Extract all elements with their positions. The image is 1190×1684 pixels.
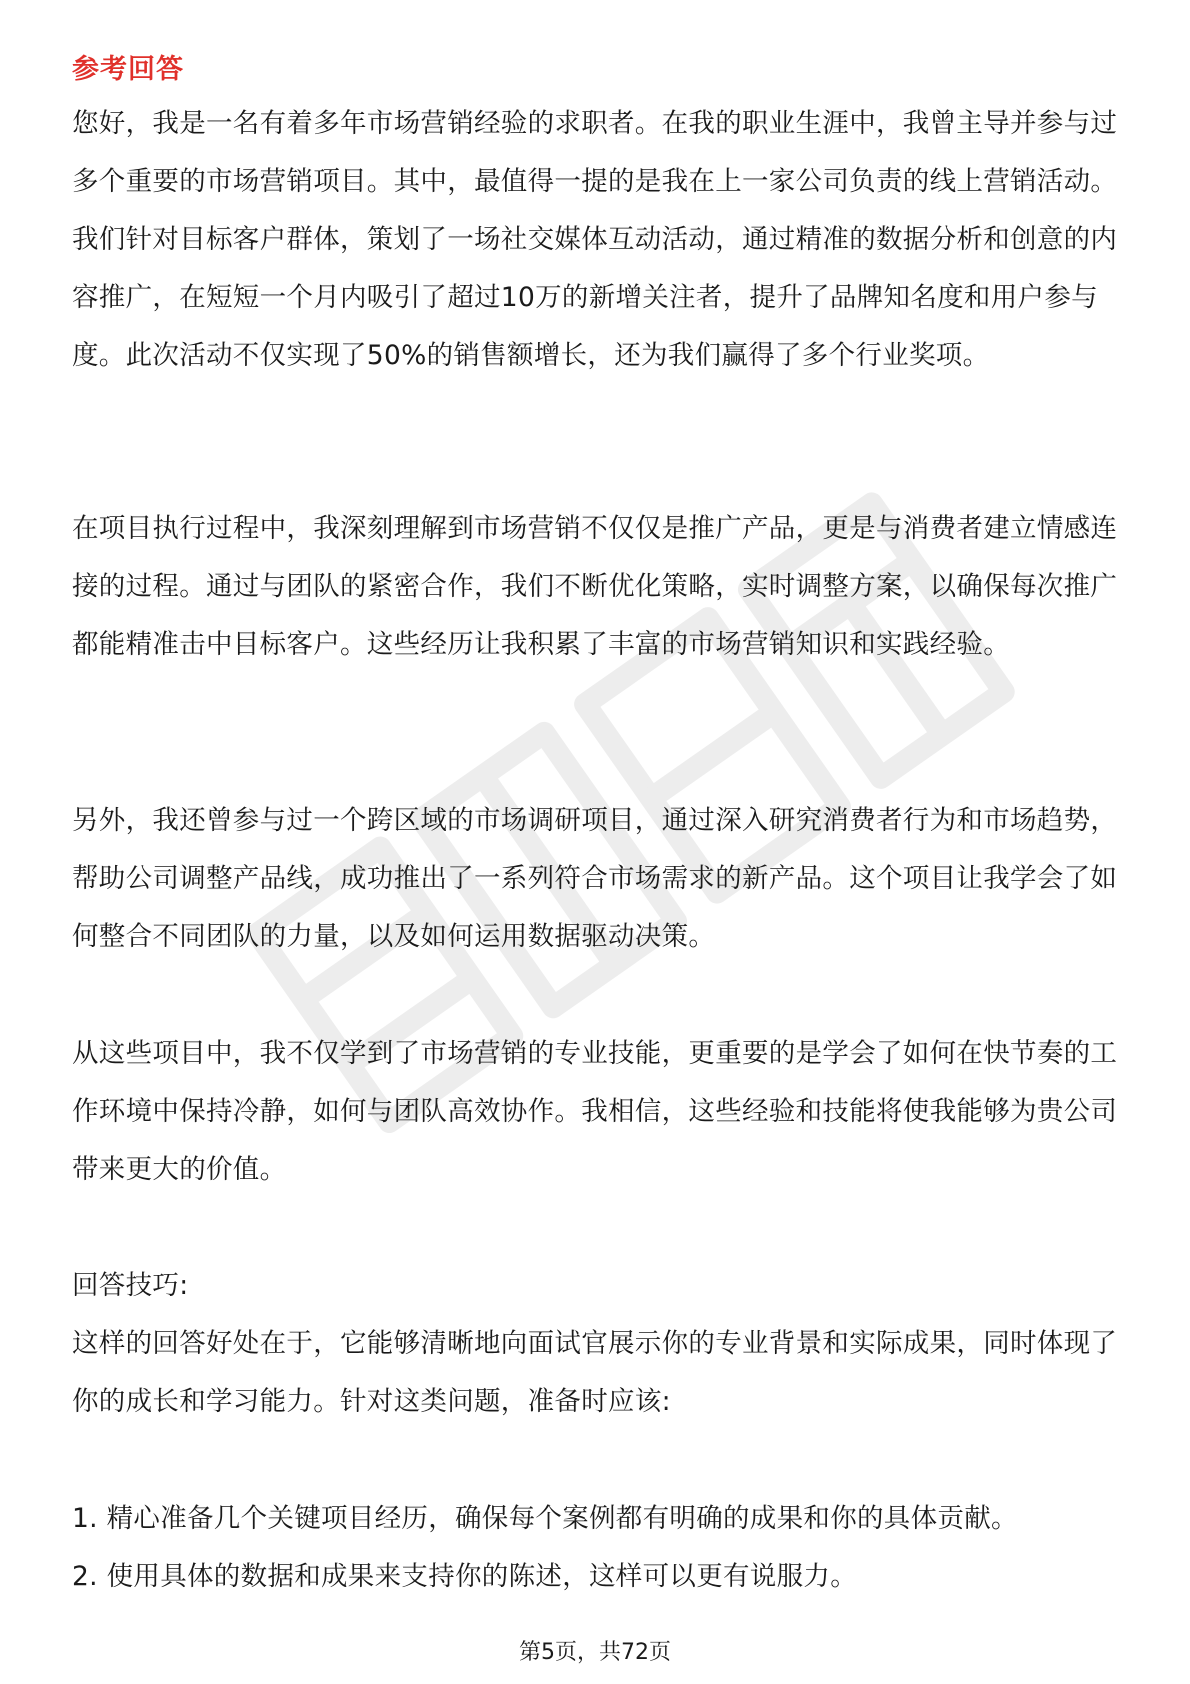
answer-paragraph-4: 从这些项目中，我不仅学到了市场营销的专业技能，更重要的是学会了如何在快节奏的工作环境中保持冷静，如何与团队高效协作。我相信，这些经验和技能将使我能够为贵公司带来更大的价值。	[72, 1038, 1118, 1185]
tips-list-item: 2. 使用具体的数据和成果来支持你的陈述，这样可以更有说服力。	[72, 1561, 858, 1592]
answer-paragraph-3: 另外，我还曾参与过一个跨区域的市场调研项目，通过深入研究消费者行为和市场趋势，帮助公司调整产品线，成功推出了一系列符合市场需求的新产品。这个项目让我学会了如何整合不同团队的力量，以及如何运用数据驱动决策。	[72, 805, 1118, 952]
answer-paragraph-1: 您好，我是一名有着多年市场营销经验的求职者。在我的职业生涯中，我曾主导并参与过多个重要的市场营销项目。其中，最值得一提的是我在上一家公司负责的线上营销活动。我们针对目标客户群体，策划了一场社交媒体互动活动，通过精准的数据分析和创意的内容推广，在短短一个月内吸引了超过10万的新增关注者，提升了品牌知名度和用户参与度。此次活动不仅实现了50%的销售额增长，还为我们赢得了多个行业奖项。	[72, 108, 1118, 371]
page-number-footer: 第5页，共72页	[519, 1640, 671, 1665]
tips-body: 这样的回答好处在于，它能够清晰地向面试官展示你的专业背景和实际成果，同时体现了你的成长和学习能力。针对这类问题，准备时应该:	[72, 1328, 1118, 1417]
tips-label: 回答技巧:	[72, 1270, 189, 1301]
answer-paragraph-2: 在项目执行过程中，我深刻理解到市场营销不仅仅是推广产品，更是与消费者建立情感连接的过程。通过与团队的紧密合作，我们不断优化策略，实时调整方案，以确保每次推广都能精准击中目标客户。这些经历让我积累了丰富的市场营销知识和实践经验。	[72, 513, 1118, 660]
tips-list-item: 1. 精心准备几个关键项目经历，确保每个案例都有明确的成果和你的具体贡献。	[72, 1503, 1018, 1534]
section-heading: 参考回答	[72, 54, 184, 85]
